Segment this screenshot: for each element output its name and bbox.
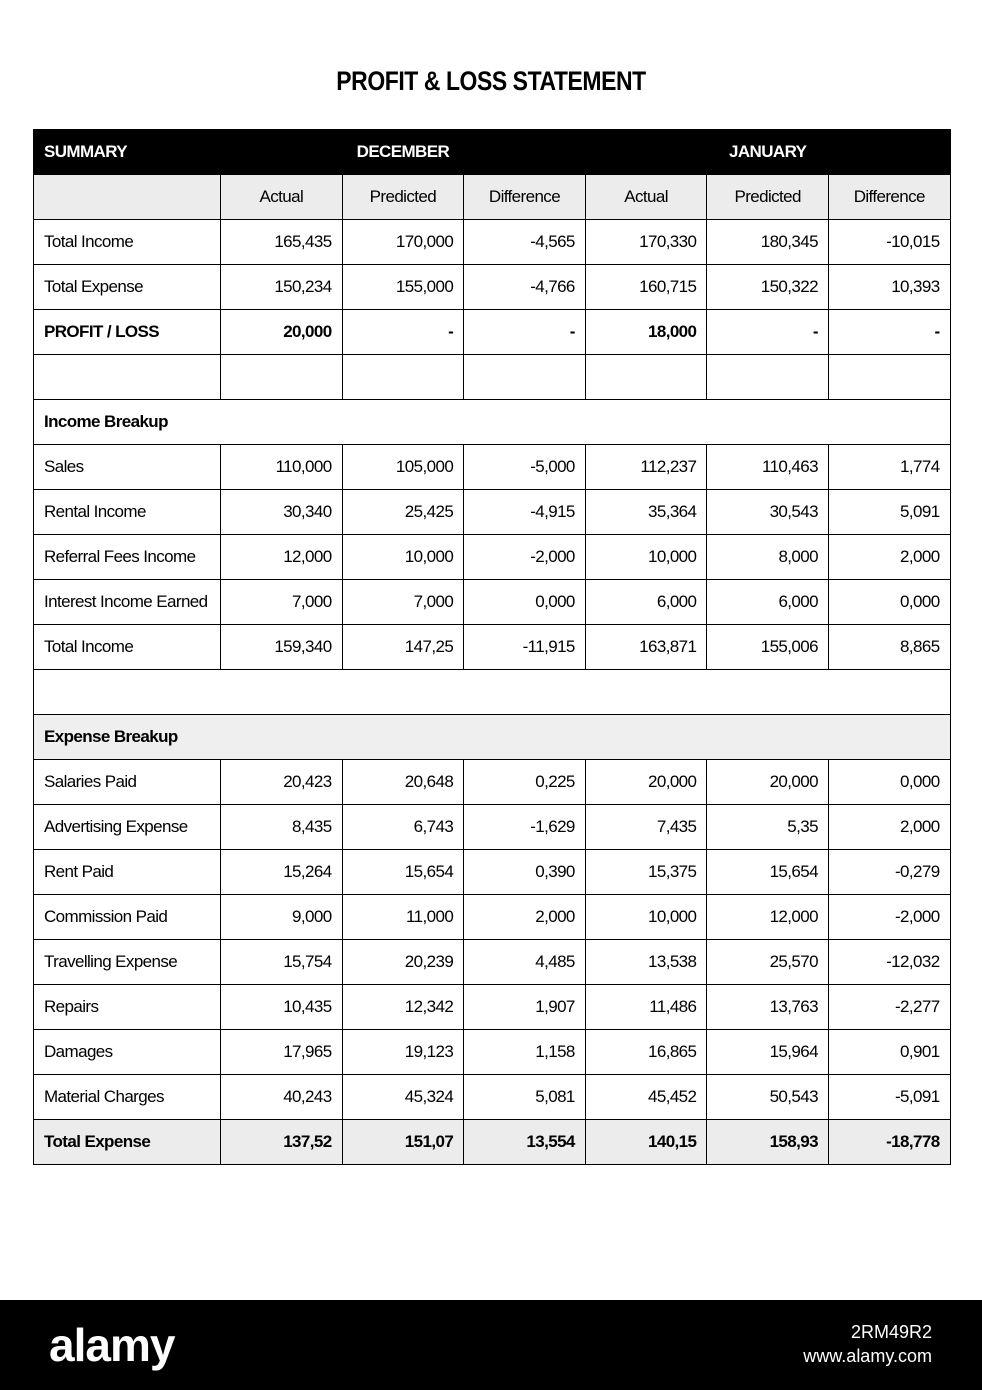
value-cell: 150,322 bbox=[707, 265, 829, 310]
income-row bbox=[34, 490, 951, 535]
value-cell: 147,25 bbox=[342, 625, 464, 670]
value-cell: 163,871 bbox=[585, 625, 707, 670]
row-label: Interest Income Earned bbox=[34, 580, 221, 625]
expense-row bbox=[34, 1030, 951, 1075]
income-row bbox=[34, 445, 951, 490]
subheader-cell: Actual bbox=[221, 175, 343, 220]
value-cell: 20,239 bbox=[342, 940, 464, 985]
value-cell: 20,000 bbox=[585, 760, 707, 805]
value-cell: 7,000 bbox=[342, 580, 464, 625]
value-cell: - bbox=[828, 310, 950, 355]
value-cell: 8,000 bbox=[707, 535, 829, 580]
section-heading: Expense Breakup bbox=[34, 715, 951, 760]
section-heading: Income Breakup bbox=[34, 400, 951, 445]
value-cell: 110,463 bbox=[707, 445, 829, 490]
value-cell: 155,000 bbox=[342, 265, 464, 310]
value-cell: 18,000 bbox=[585, 310, 707, 355]
value-cell: 140,15 bbox=[585, 1120, 707, 1165]
summary-row bbox=[34, 310, 951, 355]
value-cell: 160,715 bbox=[585, 265, 707, 310]
value-cell: 17,965 bbox=[221, 1030, 343, 1075]
value-cell: 5,081 bbox=[464, 1075, 586, 1120]
value-cell: 6,000 bbox=[707, 580, 829, 625]
month-header-december: DECEMBER bbox=[221, 130, 586, 175]
expense-row bbox=[34, 805, 951, 850]
value-cell: 137,52 bbox=[221, 1120, 343, 1165]
value-cell: - bbox=[342, 310, 464, 355]
value-cell: -4,915 bbox=[464, 490, 586, 535]
value-cell: 30,543 bbox=[707, 490, 829, 535]
row-label: Referral Fees Income bbox=[34, 535, 221, 580]
value-cell: 45,324 bbox=[342, 1075, 464, 1120]
value-cell: 1,907 bbox=[464, 985, 586, 1030]
page-title: PROFIT & LOSS STATEMENT bbox=[336, 66, 646, 96]
value-cell: 10,000 bbox=[342, 535, 464, 580]
subheader-cell: Difference bbox=[828, 175, 950, 220]
expense-row bbox=[34, 1075, 951, 1120]
value-cell: 16,865 bbox=[585, 1030, 707, 1075]
blank-cell bbox=[34, 355, 221, 400]
value-cell: -18,778 bbox=[828, 1120, 950, 1165]
value-cell: 6,000 bbox=[585, 580, 707, 625]
value-cell: 25,425 bbox=[342, 490, 464, 535]
value-cell: 12,342 bbox=[342, 985, 464, 1030]
value-cell: - bbox=[707, 310, 829, 355]
value-cell: 10,000 bbox=[585, 895, 707, 940]
value-cell: 19,123 bbox=[342, 1030, 464, 1075]
value-cell: 170,330 bbox=[585, 220, 707, 265]
income-row bbox=[34, 580, 951, 625]
income-row bbox=[34, 535, 951, 580]
blank-row bbox=[34, 670, 951, 715]
value-cell: -5,091 bbox=[828, 1075, 950, 1120]
expense-total-row bbox=[34, 1120, 951, 1165]
row-label: Damages bbox=[34, 1030, 221, 1075]
value-cell: -11,915 bbox=[464, 625, 586, 670]
value-cell: 158,93 bbox=[707, 1120, 829, 1165]
value-cell: 20,000 bbox=[221, 310, 343, 355]
expense-row bbox=[34, 850, 951, 895]
value-cell: 15,964 bbox=[707, 1030, 829, 1075]
value-cell: 11,486 bbox=[585, 985, 707, 1030]
value-cell: 15,264 bbox=[221, 850, 343, 895]
value-cell: -4,565 bbox=[464, 220, 586, 265]
table-header-row bbox=[34, 130, 951, 175]
value-cell: 50,543 bbox=[707, 1075, 829, 1120]
expense-row bbox=[34, 895, 951, 940]
summary-row bbox=[34, 220, 951, 265]
subheader-blank bbox=[34, 175, 221, 220]
row-label: Repairs bbox=[34, 985, 221, 1030]
subheader-cell: Difference bbox=[464, 175, 586, 220]
value-cell: -2,000 bbox=[828, 895, 950, 940]
value-cell: 13,554 bbox=[464, 1120, 586, 1165]
value-cell: 6,743 bbox=[342, 805, 464, 850]
value-cell: 20,000 bbox=[707, 760, 829, 805]
value-cell: 9,000 bbox=[221, 895, 343, 940]
value-cell: -2,277 bbox=[828, 985, 950, 1030]
value-cell: -4,766 bbox=[464, 265, 586, 310]
alamy-logo: alamy bbox=[49, 1319, 175, 1371]
value-cell: -5,000 bbox=[464, 445, 586, 490]
value-cell: 170,000 bbox=[342, 220, 464, 265]
value-cell: 105,000 bbox=[342, 445, 464, 490]
value-cell: 112,237 bbox=[585, 445, 707, 490]
blank-row bbox=[34, 355, 951, 400]
blank-cell bbox=[221, 355, 343, 400]
value-cell: 40,243 bbox=[221, 1075, 343, 1120]
value-cell: 20,423 bbox=[221, 760, 343, 805]
row-label: Rental Income bbox=[34, 490, 221, 535]
value-cell: 180,345 bbox=[707, 220, 829, 265]
value-cell: 4,485 bbox=[464, 940, 586, 985]
value-cell: 13,763 bbox=[707, 985, 829, 1030]
value-cell: 5,091 bbox=[828, 490, 950, 535]
blank-cell bbox=[464, 355, 586, 400]
row-label: Total Expense bbox=[34, 1120, 221, 1165]
value-cell: 0,000 bbox=[828, 580, 950, 625]
expense-row bbox=[34, 940, 951, 985]
value-cell: 10,435 bbox=[221, 985, 343, 1030]
value-cell: 0,225 bbox=[464, 760, 586, 805]
row-label: Travelling Expense bbox=[34, 940, 221, 985]
row-label: Salaries Paid bbox=[34, 760, 221, 805]
income-row bbox=[34, 625, 951, 670]
value-cell: 155,006 bbox=[707, 625, 829, 670]
blank-cell bbox=[707, 355, 829, 400]
value-cell: 165,435 bbox=[221, 220, 343, 265]
blank-cell bbox=[585, 355, 707, 400]
value-cell: - bbox=[464, 310, 586, 355]
value-cell: 5,35 bbox=[707, 805, 829, 850]
row-label: Advertising Expense bbox=[34, 805, 221, 850]
value-cell: 12,000 bbox=[221, 535, 343, 580]
row-label: Total Income bbox=[34, 220, 221, 265]
value-cell: 159,340 bbox=[221, 625, 343, 670]
value-cell: 1,158 bbox=[464, 1030, 586, 1075]
value-cell: 150,234 bbox=[221, 265, 343, 310]
value-cell: 0,901 bbox=[828, 1030, 950, 1075]
site-url: www.alamy.com bbox=[803, 1346, 932, 1366]
value-cell: 11,000 bbox=[342, 895, 464, 940]
subheader-cell: Predicted bbox=[707, 175, 829, 220]
value-cell: 8,435 bbox=[221, 805, 343, 850]
subheader-cell: Predicted bbox=[342, 175, 464, 220]
summary-row bbox=[34, 265, 951, 310]
row-label: Rent Paid bbox=[34, 850, 221, 895]
expense-row bbox=[34, 985, 951, 1030]
month-header-january: JANUARY bbox=[585, 130, 950, 175]
profit-loss-table bbox=[33, 129, 951, 1165]
summary-header: SUMMARY bbox=[34, 130, 221, 175]
value-cell: 15,654 bbox=[342, 850, 464, 895]
value-cell: 15,754 bbox=[221, 940, 343, 985]
row-label: Material Charges bbox=[34, 1075, 221, 1120]
image-id: 2RM49R2 bbox=[850, 1322, 932, 1342]
value-cell: 2,000 bbox=[828, 535, 950, 580]
subheader-cell: Actual bbox=[585, 175, 707, 220]
value-cell: 1,774 bbox=[828, 445, 950, 490]
value-cell: 25,570 bbox=[707, 940, 829, 985]
column-subheader-row bbox=[34, 175, 951, 220]
value-cell: 10,393 bbox=[828, 265, 950, 310]
value-cell: -2,000 bbox=[464, 535, 586, 580]
blank-cell bbox=[828, 355, 950, 400]
row-label: PROFIT / LOSS bbox=[34, 310, 221, 355]
value-cell: 20,648 bbox=[342, 760, 464, 805]
expense-row bbox=[34, 760, 951, 805]
row-label: Total Expense bbox=[34, 265, 221, 310]
value-cell: 13,538 bbox=[585, 940, 707, 985]
income-section-row bbox=[34, 400, 951, 445]
blank-cell bbox=[342, 355, 464, 400]
value-cell: 30,340 bbox=[221, 490, 343, 535]
blank-cell bbox=[34, 670, 951, 715]
value-cell: 0,000 bbox=[828, 760, 950, 805]
value-cell: 45,452 bbox=[585, 1075, 707, 1120]
value-cell: 8,865 bbox=[828, 625, 950, 670]
value-cell: 10,000 bbox=[585, 535, 707, 580]
value-cell: 7,435 bbox=[585, 805, 707, 850]
value-cell: 15,375 bbox=[585, 850, 707, 895]
value-cell: 35,364 bbox=[585, 490, 707, 535]
value-cell: 0,390 bbox=[464, 850, 586, 895]
value-cell: -12,032 bbox=[828, 940, 950, 985]
value-cell: -0,279 bbox=[828, 850, 950, 895]
value-cell: -10,015 bbox=[828, 220, 950, 265]
value-cell: -1,629 bbox=[464, 805, 586, 850]
row-label: Sales bbox=[34, 445, 221, 490]
value-cell: 151,07 bbox=[342, 1120, 464, 1165]
value-cell: 0,000 bbox=[464, 580, 586, 625]
value-cell: 2,000 bbox=[464, 895, 586, 940]
row-label: Total Income bbox=[34, 625, 221, 670]
expense-section-row bbox=[34, 715, 951, 760]
row-label: Commission Paid bbox=[34, 895, 221, 940]
value-cell: 12,000 bbox=[707, 895, 829, 940]
value-cell: 7,000 bbox=[221, 580, 343, 625]
value-cell: 110,000 bbox=[221, 445, 343, 490]
value-cell: 15,654 bbox=[707, 850, 829, 895]
value-cell: 2,000 bbox=[828, 805, 950, 850]
